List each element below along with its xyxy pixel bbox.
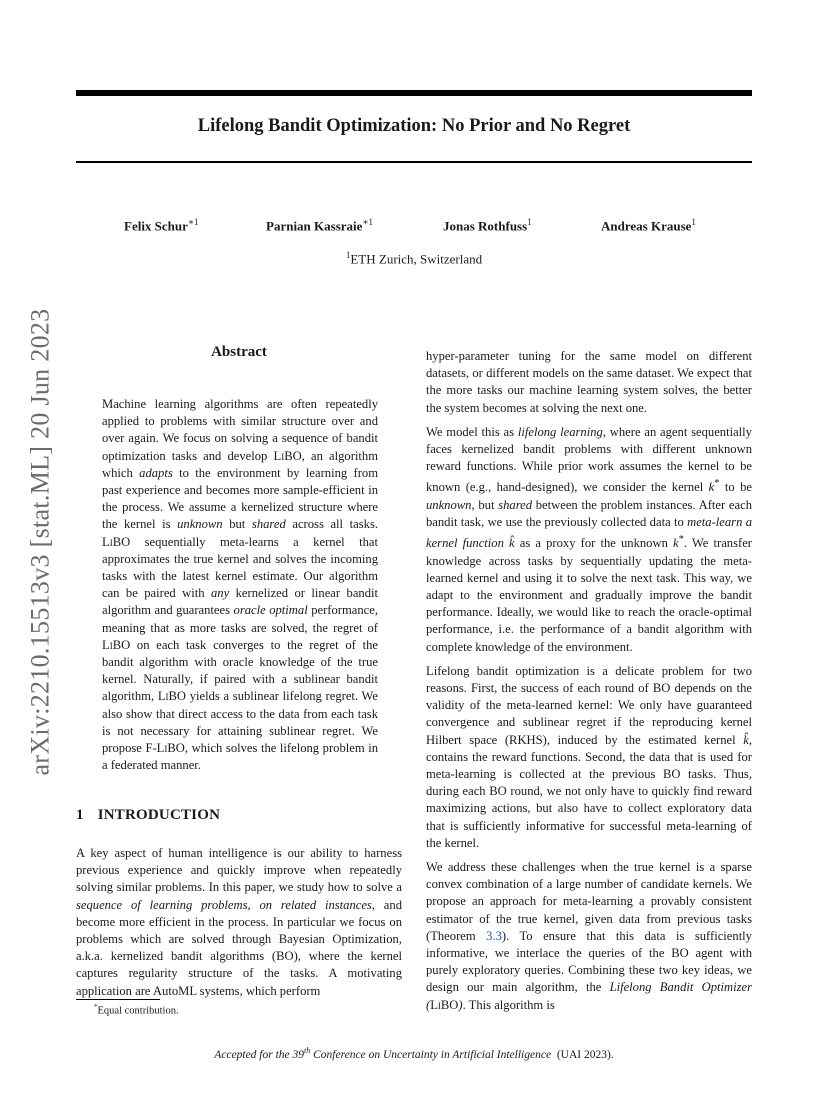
section-heading-introduction: 1 INTRODUCTION (76, 807, 221, 823)
right-paragraph-3: Lifelong bandit optimization is a delicate problem for two reasons. First, the success of each round of BO depends on the validity of the meta-learned kernel: We only have guaranteed convergence and sublinear regret if the reproducing kernel Hilbert space (RKHS), induced by the estimated kernel k̂, contains the reward functions. Second, the data that is used for meta-learning is collected at the previous BO tasks. Thus, during each BO round, we not only have to quickly find reward maximizing actions, but also have to collect exploratory data that is sufficiently informative for successful meta-learning of the kernel. (426, 663, 752, 850)
title-rule-top (76, 90, 752, 96)
title-rule-bottom (76, 161, 752, 163)
author-parnian-kassraie: Parnian Kassraie$^{∗1}$ (266, 217, 374, 234)
author-jonas-rothfuss: Jonas Rothfuss$^1$ (443, 217, 532, 234)
arxiv-stamp: arXiv:2210.15513v3 [stat.ML] 20 Jun 2023 (25, 308, 54, 776)
footnote: *Equal contribution. (94, 1003, 179, 1017)
abstract-paragraph: Machine learning algorithms are often repeatedly applied to problems with similar structure over and over again. We focus on solving a sequence of bandit optimization tasks and develop LiBO, an algorithm which adapts to the environment by learning from past experience and becomes more sample-efficient in the process. We assume a kernelized structure where the kernel is unknown but shared across all tasks. LiBO sequentially meta-learns a kernel that approximates the true kernel and solves the incoming tasks with the latest kernel estimate. Our algorithm can be paired with any kernelized or linear bandit algorithm and guarantees oracle optimal performance, meaning that as more tasks are solved, the regret of LiBO on each task converges to the regret of the bandit algorithm with oracle knowledge of the true kernel. Naturally, if paired with a sublinear bandit algorithm, LiBO yields a sublinear lifelong regret. We also show that direct access to the data from each task is not necessary for attaining sublinear regret. We propose F-LiBO, which solves the lifelong problem in a federated manner. (102, 397, 379, 773)
right-paragraph-4: We address these challenges when the true kernel is a sparse convex combination of a large number of candidate kernels. We propose an approach for meta-learning a provably consistent estimator of the true kernel, given data from previous tasks (Theorem 3.3). To ensure that this data is sufficiently informative, we interlace the queries of the BO agent with purely exploratory queries. Combining these two key ideas, we design our main algorithm, the Lifelong Bandit Optimizer (LiBO). This algorithm is (426, 860, 753, 1012)
right-paragraph-2: We model this as lifelong learning, where an agent sequentially faces kernelized bandit problems with different unknown reward functions. While prior work assumes the kernel to be known (e.g., hand-designed), we consider the kernel k* to be unknown, but shared between the problem instances. After each bandit task, we use the previously collected data to meta-learn a kernel function k̂ as a proxy for the unknown k*. We transfer knowledge across tasks by sequentially updating the meta-learned kernel and using it to solve the next task. This way, we adapt to the environment and gradually improve the bandit performance. Ideally, we would like to reach the oracle-optimal performance, i.e. the performance of a bandit algorithm with complete knowledge of the environment. (426, 424, 753, 654)
right-paragraph-1: hyper-parameter tuning for the same model on different datasets, or different models on the same dataset. We expect that the more tasks our machine learning system solves, the better the system becomes at solving the next one. (426, 349, 752, 415)
page-footer: Accepted for the 39th Conference on Uncertainty in Artificial Intelligence (UAI 2023). (214, 1046, 614, 1061)
affiliation: $^1$ETH Zurich, Switzerland (345, 250, 483, 267)
abstract-heading: Abstract (211, 344, 267, 360)
paper-title: Lifelong Bandit Optimization: No Prior and No Regret (197, 116, 631, 136)
author-felix-schur: Felix Schur$^{∗1}$ (124, 217, 199, 234)
intro-paragraph-1: A key aspect of human intelligence is our ability to harness previous experience and quickly improve when repeatedly solving similar problems. In this paper, we study how to solve a sequence of learning problems, on related instances, and become more efficient in the process. In particular we focus on problems which are solved through Bayesian Optimization, a.k.a. kernelized bandit algorithms (BO), where the kernel captures regularity structure of the tasks. A motivating application are AutoML systems, which perform (76, 846, 402, 998)
right-column (426, 348, 752, 1021)
abstract-body (102, 396, 378, 774)
introduction-body (76, 845, 402, 1000)
theorem-link[interactable]: 3.3 (486, 928, 502, 943)
author-andreas-krause: Andreas Krause$^1$ (601, 217, 696, 234)
footnote-rule (76, 999, 160, 1000)
